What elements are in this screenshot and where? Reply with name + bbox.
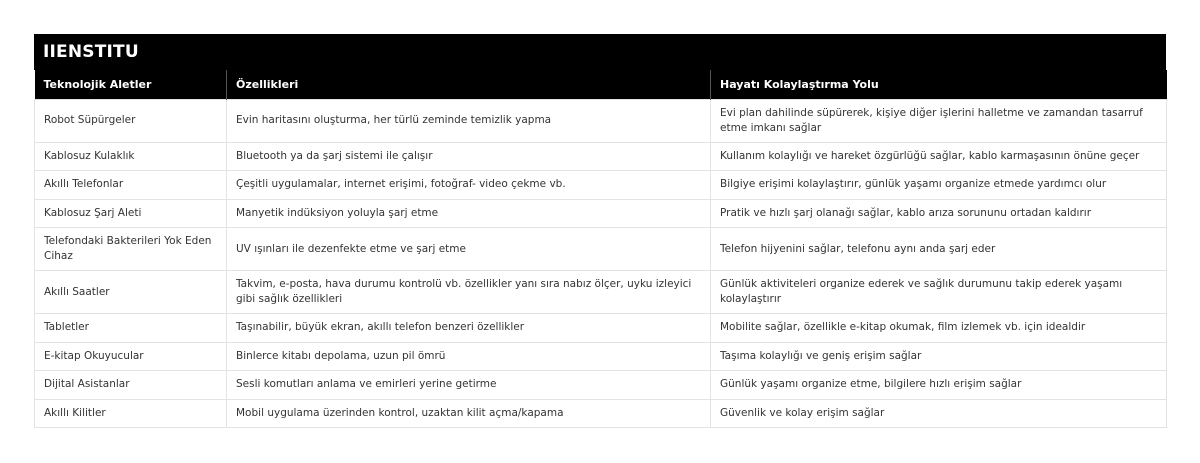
table-row bbox=[35, 371, 1167, 400]
table-row bbox=[35, 314, 1167, 343]
cell-benefit: Güvenlik ve kolay erişim sağlar bbox=[711, 399, 1167, 428]
cell-benefit: Bilgiye erişimi kolaylaştırır, günlük yaşamı organize etmede yardımcı olur bbox=[711, 171, 1167, 200]
content-wrapper bbox=[34, 34, 1166, 428]
cell-features: Mobil uygulama üzerinden kontrol, uzaktan kilit açma/kapama bbox=[227, 399, 711, 428]
brand-title: IIENSTITU bbox=[34, 34, 1166, 70]
table-row bbox=[35, 271, 1167, 314]
table-row bbox=[35, 399, 1167, 428]
cell-features: Taşınabilir, büyük ekran, akıllı telefon benzeri özellikler bbox=[227, 314, 711, 343]
header-technology: Teknolojik Aletler bbox=[35, 70, 227, 99]
cell-features: Takvim, e-posta, hava durumu kontrolü vb. özellikler yanı sıra nabız ölçer, uyku izleyici gibi sağlık özellikleri bbox=[227, 271, 711, 314]
cell-benefit: Telefon hijyenini sağlar, telefonu aynı anda şarj eder bbox=[711, 228, 1167, 271]
cell-technology: Akıllı Telefonlar bbox=[35, 171, 227, 200]
cell-features: Evin haritasını oluşturma, her türlü zeminde temizlik yapma bbox=[227, 99, 711, 142]
table-row bbox=[35, 228, 1167, 271]
cell-benefit: Günlük aktiviteleri organize ederek ve sağlık durumunu takip ederek yaşamı kolaylaştırır bbox=[711, 271, 1167, 314]
cell-features: Çeşitli uygulamalar, internet erişimi, fotoğraf- video çekme vb. bbox=[227, 171, 711, 200]
table-row bbox=[35, 99, 1167, 142]
cell-technology: Dijital Asistanlar bbox=[35, 371, 227, 400]
cell-features: Sesli komutları anlama ve emirleri yerine getirme bbox=[227, 371, 711, 400]
cell-technology: E-kitap Okuyucular bbox=[35, 342, 227, 371]
cell-technology: Telefondaki Bakterileri Yok Eden Cihaz bbox=[35, 228, 227, 271]
header-features: Özellikleri bbox=[227, 70, 711, 99]
cell-technology: Tabletler bbox=[35, 314, 227, 343]
cell-features: Binlerce kitabı depolama, uzun pil ömrü bbox=[227, 342, 711, 371]
table-row bbox=[35, 199, 1167, 228]
cell-benefit: Günlük yaşamı organize etme, bilgilere hızlı erişim sağlar bbox=[711, 371, 1167, 400]
table-row bbox=[35, 171, 1167, 200]
cell-features: Bluetooth ya da şarj sistemi ile çalışır bbox=[227, 142, 711, 171]
cell-technology: Kablosuz Şarj Aleti bbox=[35, 199, 227, 228]
cell-benefit: Evi plan dahilinde süpürerek, kişiye diğer işlerini halletme ve zamandan tasarruf etme imkanı sağlar bbox=[711, 99, 1167, 142]
cell-features: Manyetik indüksiyon yoluyla şarj etme bbox=[227, 199, 711, 228]
cell-benefit: Pratik ve hızlı şarj olanağı sağlar, kablo arıza sorununu ortadan kaldırır bbox=[711, 199, 1167, 228]
cell-technology: Kablosuz Kulaklık bbox=[35, 142, 227, 171]
cell-technology: Robot Süpürgeler bbox=[35, 99, 227, 142]
table-header-row bbox=[35, 70, 1167, 99]
cell-features: UV ışınları ile dezenfekte etme ve şarj etme bbox=[227, 228, 711, 271]
table-row bbox=[35, 142, 1167, 171]
cell-technology: Akıllı Saatler bbox=[35, 271, 227, 314]
table-row bbox=[35, 342, 1167, 371]
cell-benefit: Kullanım kolaylığı ve hareket özgürlüğü sağlar, kablo karmaşasının önüne geçer bbox=[711, 142, 1167, 171]
header-benefit: Hayatı Kolaylaştırma Yolu bbox=[711, 70, 1167, 99]
cell-benefit: Taşıma kolaylığı ve geniş erişim sağlar bbox=[711, 342, 1167, 371]
cell-technology: Akıllı Kilitler bbox=[35, 399, 227, 428]
comparison-table bbox=[34, 70, 1167, 428]
cell-benefit: Mobilite sağlar, özellikle e-kitap okumak, film izlemek vb. için idealdir bbox=[711, 314, 1167, 343]
